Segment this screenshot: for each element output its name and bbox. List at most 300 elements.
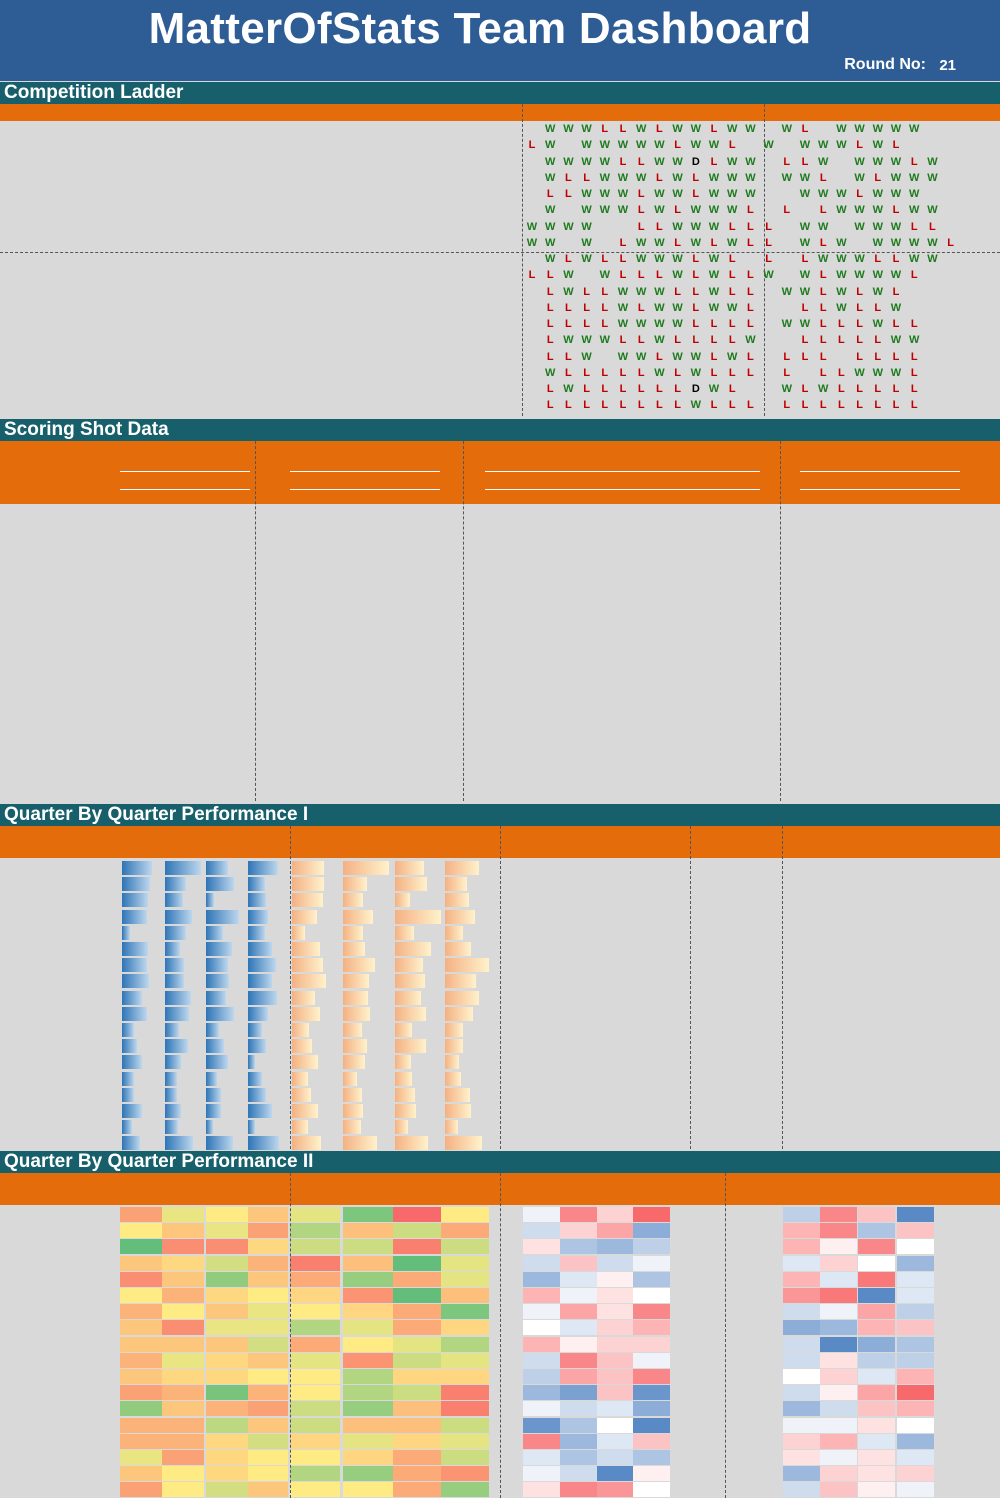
- qbq2-heat-cell: [820, 1207, 857, 1222]
- ladder-result-mark: L: [692, 253, 700, 265]
- qbq2-heat-cell: [206, 1288, 248, 1303]
- qbq2-heat-cell: [441, 1272, 489, 1287]
- quarters-won-bar: [122, 1088, 134, 1102]
- qbq2-divider: [725, 1173, 726, 1498]
- for-against-bar: [395, 1104, 416, 1118]
- qbq2-heat-cell: [633, 1304, 670, 1319]
- for-against-bar: [292, 1120, 308, 1134]
- ladder-result-mark: W: [745, 155, 756, 168]
- qbq2-heat-cell: [441, 1239, 489, 1254]
- qbq2-heat-cell: [858, 1482, 895, 1497]
- ladder-result-mark: L: [583, 366, 590, 379]
- ladder-result-mark: W: [854, 253, 865, 265]
- ladder-result-mark: W: [872, 236, 883, 249]
- ladder-result-mark: W: [799, 171, 811, 184]
- qbq2-heat-cell: [858, 1337, 895, 1352]
- qbq2-heat-cell: [560, 1466, 597, 1481]
- quarters-won-bar: [165, 1007, 189, 1021]
- quarters-won-bar: [165, 1039, 188, 1053]
- qbq2-heat-cell: [820, 1353, 857, 1368]
- for-against-bar: [395, 1023, 412, 1037]
- qbq2-heat-cell: [820, 1401, 857, 1416]
- ladder-result-mark: W: [635, 139, 647, 152]
- for-against-bar: [395, 926, 414, 940]
- ladder-result-mark: L: [637, 399, 645, 412]
- ladder-result-mark: L: [656, 171, 663, 184]
- for-against-bar: [292, 1023, 309, 1037]
- quarters-won-bar: [122, 1055, 142, 1069]
- quarters-won-bar: [248, 1120, 255, 1134]
- ladder-result-mark: W: [927, 253, 938, 265]
- qbq2-heat-cell: [560, 1482, 597, 1497]
- ladder-result-mark: L: [601, 253, 609, 265]
- qbq2-heat-cell: [633, 1239, 670, 1254]
- ladder-result-mark: L: [546, 350, 554, 363]
- round-label: Round No:: [844, 56, 926, 73]
- quarters-won-bar: [165, 877, 186, 891]
- quarters-won-bar: [165, 1072, 177, 1086]
- qbq2-heat-cell: [783, 1434, 820, 1449]
- ladder-result-mark: W: [890, 334, 902, 347]
- ladder-result-mark: W: [708, 285, 720, 298]
- quarters-won-bar: [206, 893, 214, 907]
- ladder-result-mark: W: [854, 366, 865, 379]
- qbq2-heat-cell: [858, 1320, 895, 1335]
- for-against-bar: [395, 1055, 411, 1069]
- quarters-won-bar: [122, 1120, 132, 1134]
- ladder-result-mark: W: [563, 155, 574, 168]
- ladder-result-mark: L: [728, 253, 736, 265]
- qbq2-heat-cell: [120, 1320, 162, 1335]
- for-against-bar: [395, 974, 425, 988]
- ladder-result-mark: L: [565, 253, 572, 265]
- ladder-result-mark: L: [674, 334, 681, 347]
- ladder-result-mark: W: [544, 253, 556, 265]
- ladder-result-mark: W: [817, 220, 829, 233]
- for-against-bar: [343, 893, 363, 907]
- for-against-bar: [343, 1039, 367, 1053]
- qbq2-heat-cell: [783, 1466, 820, 1481]
- ladder-result-mark: L: [656, 123, 663, 135]
- for-against-bar: [292, 958, 323, 972]
- for-against-bar: [292, 926, 305, 940]
- qbq2-heat-cell: [343, 1450, 393, 1465]
- qbq2-heat-cell: [523, 1434, 560, 1449]
- qbq2-heat-cell: [560, 1223, 597, 1238]
- qbq2-heat-cell: [162, 1450, 204, 1465]
- ladder-result-mark: L: [601, 285, 609, 298]
- ladder-result-mark: W: [635, 171, 647, 184]
- ladder-result-mark: L: [601, 399, 609, 412]
- qbq2-heat-cell: [523, 1401, 560, 1416]
- quarters-won-bar: [248, 958, 276, 972]
- qbq2-heat-cell: [290, 1207, 340, 1222]
- ladder-result-mark: W: [726, 350, 738, 363]
- quarters-won-bar: [122, 1023, 134, 1037]
- qbq2-heat-cell: [120, 1223, 162, 1238]
- ladder-result-mark: L: [583, 383, 590, 395]
- qbq2-heat-cell: [783, 1353, 820, 1368]
- ladder-result-mark: W: [927, 171, 938, 184]
- header-underline: [800, 471, 960, 472]
- qbq2-heat-cell: [523, 1207, 560, 1222]
- ladder-result-mark: W: [544, 366, 556, 379]
- qbq2-heat-cell: [441, 1369, 489, 1384]
- qbq2-heat-cell: [343, 1482, 393, 1497]
- ladder-result-mark: L: [874, 301, 882, 314]
- qbq2-heat-cell: [206, 1466, 248, 1481]
- for-against-bar: [445, 1072, 461, 1086]
- ladder-result-mark: L: [601, 123, 609, 135]
- qbq2-heat-cell: [393, 1369, 443, 1384]
- qbq2-heat-cell: [206, 1223, 248, 1238]
- ladder-result-mark: W: [836, 285, 847, 298]
- ladder-result-mark: W: [708, 139, 720, 152]
- qbq2-heat-cell: [633, 1385, 670, 1400]
- ladder-result-mark: L: [910, 399, 918, 412]
- qbq2-heat-cell: [858, 1223, 895, 1238]
- ladder-result-mark: L: [892, 383, 900, 395]
- for-against-bar: [395, 1072, 412, 1086]
- qbq2-heat-cell: [897, 1401, 934, 1416]
- quarters-won-bar: [206, 861, 228, 875]
- ladder-result-mark: L: [601, 383, 609, 395]
- ladder-result-mark: L: [565, 350, 572, 363]
- ladder-result-mark: W: [836, 188, 847, 200]
- ladder-result-mark: W: [672, 269, 683, 282]
- qbq2-heat-cell: [820, 1482, 857, 1497]
- qbq2-heat-cell: [858, 1272, 895, 1287]
- qbq2-heat-cell: [858, 1434, 895, 1449]
- qbq2-heat-cell: [597, 1369, 634, 1384]
- ladder-result-mark: W: [836, 123, 847, 135]
- ladder-result-mark: W: [781, 285, 792, 298]
- ladder-result-mark: W: [817, 383, 829, 395]
- page-title: MatterOfStats Team Dashboard: [148, 4, 812, 53]
- qbq2-heat-cell: [858, 1369, 895, 1384]
- qbq2-heat-cell: [560, 1239, 597, 1254]
- ladder-result-mark: L: [637, 155, 645, 168]
- ladder-result-mark: L: [583, 318, 590, 330]
- quarters-won-bar: [248, 991, 277, 1005]
- ladder-result-mark: W: [654, 155, 665, 168]
- qbq2-heat-cell: [523, 1418, 560, 1433]
- ladder-result-mark: W: [672, 123, 683, 135]
- for-against-bar: [343, 958, 375, 972]
- qbq2-heat-cell: [206, 1401, 248, 1416]
- qbq2-heat-cell: [343, 1320, 393, 1335]
- ladder-result-mark: L: [747, 399, 754, 412]
- qbq2-heat-cell: [560, 1256, 597, 1271]
- qbq2-heat-cell: [343, 1401, 393, 1416]
- qbq2-heat-cell: [858, 1239, 895, 1254]
- quarters-won-bar: [248, 1055, 255, 1069]
- ladder-result-mark: L: [765, 220, 772, 233]
- qbq2-heat-cell: [248, 1320, 288, 1335]
- qbq2-heat-cell: [897, 1320, 934, 1335]
- ladder-result-mark: L: [710, 350, 718, 363]
- qbq2-heat-cell: [120, 1256, 162, 1271]
- scoring-divider: [780, 441, 781, 801]
- ladder-result-mark: L: [637, 334, 645, 347]
- qbq2-heat-cell: [343, 1223, 393, 1238]
- for-against-bar: [343, 877, 367, 891]
- ladder-result-mark: L: [656, 383, 663, 395]
- qbq2-heat-cell: [206, 1320, 248, 1335]
- quarters-won-bar: [206, 1007, 234, 1021]
- ladder-result-mark: L: [674, 204, 681, 217]
- quarters-won-bar: [206, 910, 239, 924]
- for-against-bar: [445, 1120, 458, 1134]
- ladder-result-mark: W: [654, 253, 665, 265]
- ladder-result-mark: W: [654, 236, 665, 249]
- ladder-result-mark: L: [601, 366, 609, 379]
- ladder-result-mark: W: [854, 171, 865, 184]
- qbq2-heat-cell: [290, 1239, 340, 1254]
- qbq2-heat-cell: [162, 1288, 204, 1303]
- qbq2-heat-cell: [393, 1207, 443, 1222]
- ladder-result-mark: L: [728, 220, 736, 233]
- quarters-won-bar: [122, 1072, 134, 1086]
- qbq2-heat-cell: [783, 1288, 820, 1303]
- ladder-result-mark: L: [528, 139, 536, 152]
- for-against-bar: [395, 1120, 408, 1134]
- quarters-won-bar: [206, 1039, 224, 1053]
- ladder-result-mark: L: [856, 334, 863, 347]
- ladder-result-mark: W: [690, 123, 701, 135]
- ladder-result-mark: L: [892, 399, 900, 412]
- quarters-won-bar: [248, 877, 265, 891]
- qbq2-heat-cell: [441, 1418, 489, 1433]
- ladder-result-mark: W: [927, 236, 938, 249]
- qbq2-heat-cell: [597, 1434, 634, 1449]
- qbq2-heat-cell: [820, 1304, 857, 1319]
- ladder-result-mark: W: [617, 171, 629, 184]
- for-against-bar: [292, 1104, 318, 1118]
- ladder-result-mark: L: [619, 383, 627, 395]
- for-against-bar: [292, 1007, 320, 1021]
- ladder-result-mark: L: [838, 383, 845, 395]
- ladder-result-mark: W: [817, 253, 829, 265]
- qbq2-heat-cell: [393, 1418, 443, 1433]
- qbq2-heat-cell: [162, 1239, 204, 1254]
- qbq2-heat-cell: [597, 1466, 634, 1481]
- quarters-won-bar: [122, 877, 150, 891]
- ladder-result-mark: L: [874, 334, 882, 347]
- ladder-result-mark: W: [617, 139, 629, 152]
- for-against-bar: [395, 1007, 426, 1021]
- ladder-result-mark: W: [563, 334, 574, 347]
- ladder-result-mark: W: [799, 139, 811, 152]
- ladder-result-mark: W: [672, 171, 683, 184]
- qbq2-heat-cell: [206, 1385, 248, 1400]
- ladder-result-mark: L: [747, 204, 754, 217]
- for-against-bar: [395, 958, 423, 972]
- ladder-result-mark: W: [836, 253, 847, 265]
- qbq2-heat-cell: [523, 1385, 560, 1400]
- quarters-won-bar: [165, 1104, 181, 1118]
- ladder-result-mark: W: [799, 318, 811, 330]
- ladder-result-mark: W: [726, 236, 738, 249]
- quarters-won-bar: [165, 926, 186, 940]
- ladder-result-mark: L: [747, 236, 754, 249]
- ladder-result-mark: W: [872, 366, 883, 379]
- qbq2-divider: [290, 1173, 291, 1498]
- qbq2-heat-cell: [897, 1239, 934, 1254]
- qbq2-heat-cell: [343, 1304, 393, 1319]
- qbq2-heat-cell: [120, 1482, 162, 1497]
- qbq2-heat-cell: [248, 1272, 288, 1287]
- ladder-result-mark: L: [710, 318, 718, 330]
- for-against-bar: [292, 893, 323, 907]
- ladder-result-mark: L: [637, 301, 645, 314]
- quarters-won-bar: [248, 893, 266, 907]
- for-against-bar: [343, 926, 363, 940]
- ladder-result-mark: D: [691, 383, 700, 395]
- ladder-result-mark: L: [910, 383, 918, 395]
- qbq2-heat-cell: [783, 1369, 820, 1384]
- quarters-won-bar: [248, 942, 272, 956]
- qbq2-heat-cell: [393, 1466, 443, 1481]
- ladder-result-mark: W: [672, 155, 683, 168]
- qbq2-heat-cell: [162, 1369, 204, 1384]
- qbq2-heat-cell: [393, 1223, 443, 1238]
- qbq2-heat-cell: [597, 1272, 634, 1287]
- qbq2-heat-cell: [597, 1401, 634, 1416]
- ladder-result-mark: L: [819, 285, 827, 298]
- ladder-result-mark: L: [856, 383, 863, 395]
- ladder-result-mark: L: [892, 318, 900, 330]
- ladder-result-mark: L: [747, 366, 754, 379]
- top8-divider: [0, 252, 1000, 253]
- qbq2-heat-cell: [820, 1385, 857, 1400]
- ladder-result-mark: L: [637, 188, 645, 200]
- qbq2-heat-cell: [897, 1353, 934, 1368]
- section-scoring-title: Scoring Shot Data: [0, 419, 1000, 441]
- qbq2-heat-cell: [858, 1288, 895, 1303]
- ladder-result-mark: W: [799, 220, 811, 233]
- ladder-result-mark: L: [546, 399, 554, 412]
- qbq2-heat-cell: [393, 1353, 443, 1368]
- ladder-result-mark: L: [892, 350, 900, 363]
- qbq2-heat-cell: [633, 1320, 670, 1335]
- ladder-result-mark: W: [708, 301, 720, 314]
- ladder-result-mark: W: [890, 155, 902, 168]
- qbq2-heat-cell: [597, 1482, 634, 1497]
- for-against-bar: [292, 1072, 308, 1086]
- qbq2-heat-cell: [597, 1223, 634, 1238]
- ladder-result-mark: W: [781, 383, 792, 395]
- qbq2-heat-cell: [633, 1401, 670, 1416]
- qbq2-heat-cell: [858, 1466, 895, 1481]
- ladder-result-mark: L: [747, 269, 754, 282]
- ladder-result-mark: W: [872, 285, 883, 298]
- ladder-result-mark: W: [890, 301, 902, 314]
- qbq2-heat-cell: [897, 1288, 934, 1303]
- ladder-result-mark: L: [728, 366, 736, 379]
- qbq2-heat-cell: [120, 1418, 162, 1433]
- ladder-result-mark: W: [781, 171, 792, 184]
- for-against-bar: [395, 910, 441, 924]
- qbq2-heat-cell: [783, 1304, 820, 1319]
- qbq2-heat-cell: [597, 1353, 634, 1368]
- ladder-result-mark: L: [947, 236, 954, 249]
- qbq2-heat-cell: [206, 1450, 248, 1465]
- qbq2-heat-cell: [120, 1353, 162, 1368]
- ladder-result-mark: L: [801, 383, 809, 395]
- ladder-result-mark: W: [563, 383, 574, 395]
- quarters-won-bar: [206, 991, 226, 1005]
- ladder-result-mark: W: [708, 171, 720, 184]
- qbq1-divider: [290, 826, 291, 1149]
- ladder-result-mark: L: [619, 269, 627, 282]
- ladder-result-mark: W: [635, 285, 647, 298]
- ladder-result-mark: L: [929, 220, 936, 233]
- qbq2-heat-cell: [523, 1466, 560, 1481]
- qbq2-heat-cell: [343, 1434, 393, 1449]
- qbq2-heat-cell: [858, 1207, 895, 1222]
- ladder-result-mark: L: [819, 318, 827, 330]
- ladder-divider: [764, 104, 765, 416]
- ladder-result-mark: L: [692, 269, 700, 282]
- ladder-result-mark: W: [690, 220, 701, 233]
- qbq2-heat-cell: [597, 1288, 634, 1303]
- for-against-bar: [445, 1055, 459, 1069]
- for-against-bar: [445, 958, 489, 972]
- qbq2-heat-cell: [820, 1320, 857, 1335]
- ladder-result-mark: L: [856, 301, 863, 314]
- qbq2-heat-cell: [343, 1288, 393, 1303]
- ladder-result-mark: L: [819, 269, 827, 282]
- ladder-result-mark: W: [872, 204, 883, 217]
- qbq2-heat-cell: [120, 1304, 162, 1319]
- ladder-result-mark: W: [544, 139, 556, 152]
- qbq2-heat-cell: [783, 1239, 820, 1254]
- quarters-won-bar: [248, 1023, 262, 1037]
- ladder-result-mark: L: [728, 399, 736, 412]
- quarters-won-bar: [206, 1072, 217, 1086]
- ladder-result-mark: L: [710, 236, 718, 249]
- ladder-result-mark: L: [637, 383, 645, 395]
- ladder-result-mark: W: [581, 236, 592, 249]
- ladder-result-mark: L: [874, 383, 882, 395]
- qbq2-heat-cell: [441, 1256, 489, 1271]
- qbq2-heat-cell: [858, 1401, 895, 1416]
- ladder-result-mark: W: [890, 123, 902, 135]
- ladder-result-mark: W: [690, 139, 701, 152]
- ladder-result-mark: W: [581, 220, 592, 233]
- qbq2-heat-cell: [523, 1223, 560, 1238]
- ladder-result-mark: W: [745, 123, 756, 135]
- qbq2-heat-cell: [560, 1272, 597, 1287]
- ladder-result-mark: W: [781, 123, 792, 135]
- ladder-result-mark: L: [783, 155, 791, 168]
- ladder-result-mark: L: [838, 399, 845, 412]
- ladder-result-mark: W: [599, 171, 610, 184]
- ladder-result-mark: L: [601, 318, 609, 330]
- ladder-result-mark: W: [544, 220, 556, 233]
- for-against-bar: [445, 861, 479, 875]
- qbq2-heat-cell: [441, 1401, 489, 1416]
- qbq2-heat-cell: [162, 1418, 204, 1433]
- quarters-won-bar: [122, 958, 147, 972]
- ladder-result-mark: W: [672, 301, 683, 314]
- qbq2-heat-cell: [162, 1223, 204, 1238]
- qbq2-heat-cell: [523, 1239, 560, 1254]
- ladder-result-mark: L: [583, 301, 590, 314]
- qbq2-heat-cell: [206, 1337, 248, 1352]
- ladder-result-mark: W: [654, 301, 665, 314]
